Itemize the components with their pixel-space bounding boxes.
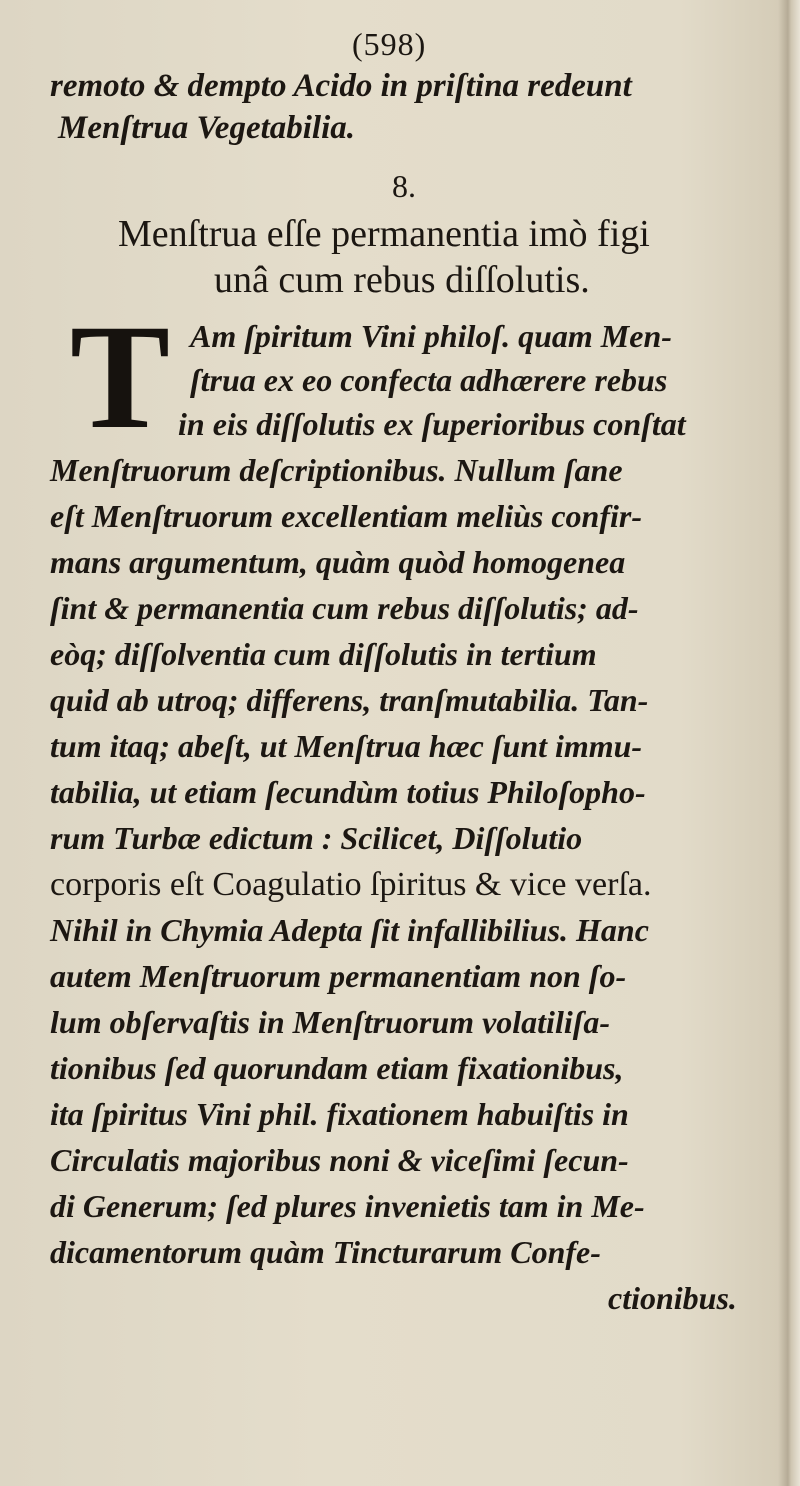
body-line-6: mans argumentum, quàm quòd homogenea <box>50 544 626 580</box>
body-line-9: quid ab utroq; differens, tranſmutabilia. Tan- <box>50 682 649 718</box>
heading-line-1: remoto & dempto Acido in priſtina redeunt <box>50 68 632 104</box>
section-title-line-1: Menſtrua eſſe permanentia imò figi <box>118 213 650 255</box>
body-line-21: dicamentorum quàm Tincturarum Confe- <box>50 1234 601 1270</box>
body-line-4: Menſtruorum deſcriptionibus. Nullum ſane <box>50 452 623 488</box>
heading-line-2: Menſtrua Vegetabilia. <box>58 110 356 146</box>
body-line-22: ctionibus. <box>608 1280 737 1316</box>
body-line-19: Circulatis majoribus noni & viceſimi ſecun- <box>50 1142 629 1178</box>
body-line-14: Nihil in Chymia Adepta ſit infallibilius. Hanc <box>50 912 649 948</box>
body-line-5: eſt Menſtruorum excellentiam meliùs confir- <box>50 498 642 534</box>
body-line-2: ſtrua ex eo confecta adhærere rebus <box>190 362 668 398</box>
body-line-11: tabilia, ut etiam ſecundùm totius Philoſopho- <box>50 774 646 810</box>
body-line-13: corporis eſt Coagulatio ſpiritus & vice verſa. <box>50 866 652 903</box>
page-number: (598) <box>352 26 427 62</box>
section-title-line-2: unâ cum rebus diſſolutis. <box>214 259 590 301</box>
body-line-20: di Generum; ſed plures invenietis tam in Me- <box>50 1188 645 1224</box>
body-line-16: lum obſervaſtis in Menſtruorum volatiliſa- <box>50 1004 611 1040</box>
body-line-18: ita ſpiritus Vini phil. fixationem habuiſtis in <box>50 1096 629 1132</box>
drop-cap: T <box>70 294 171 460</box>
body-line-17: tionibus ſed quorundam etiam fixationibus, <box>50 1050 624 1086</box>
body-line-10: tum itaq; abeſt, ut Menſtrua hæc ſunt immu- <box>50 728 643 764</box>
body-line-8: eòq; diſſolventia cum diſſolutis in tertium <box>50 636 597 672</box>
body-line-1: Am ſpiritum Vini philoſ. quam Men- <box>190 318 672 354</box>
body-line-7: ſint & permanentia cum rebus diſſolutis; ad- <box>50 590 639 626</box>
body-line-12: rum Turbæ edictum : Scilicet, Diſſolutio <box>50 820 583 856</box>
page-edge-shadow <box>778 0 800 1486</box>
body-line-3: in eis diſſolutis ex ſuperioribus conſtat <box>178 406 686 442</box>
body-line-15: autem Menſtruorum permanentiam non ſo- <box>50 958 627 994</box>
section-number: 8. <box>392 168 416 204</box>
